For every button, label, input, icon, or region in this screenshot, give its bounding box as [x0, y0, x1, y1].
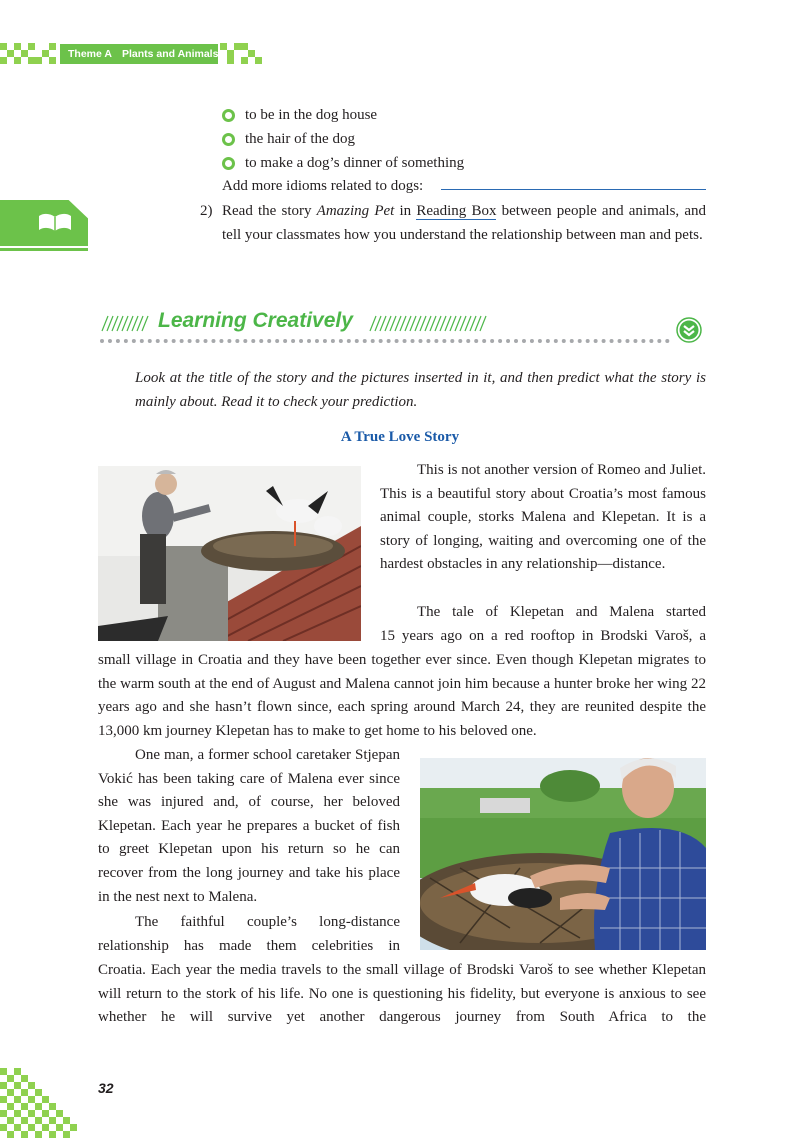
story-paragraph-2-line-1 — [380, 601, 706, 625]
paragraph-text: small village in Croatia and they have been together ever since. Even though Klepetan migrates to the warm south at the end of August and Malena cannot join him because a hunter broke her wing 22 years ago and she hasn’t flown since, each spring around March 24, they are reunited despite the 13,000 km journey Klepetan has to make to get home to his beloved one. — [98, 652, 706, 739]
item-text-part: between people and animals, and tell your classmates how you understand the relationship between man and pets. — [222, 203, 706, 243]
idiom-text: to be in the dog house — [245, 106, 378, 123]
idiom-list — [222, 103, 464, 175]
item-text-part: Read the story — [222, 203, 317, 219]
instruction-text: Look at the title of the story and the pictures inserted in it, and then predict what the story is mainly about. Read it to check your prediction. — [135, 370, 706, 410]
story-paragraph-4-rest — [98, 959, 706, 1030]
answer-blank-line[interactable] — [441, 189, 706, 190]
idiom-text: the hair of the dog — [245, 130, 355, 147]
task-item-2 — [200, 199, 706, 247]
paragraph-text: The faithful couple’s long-distance relationship has made them celebrities in — [98, 914, 400, 954]
check-chevron-icon — [676, 317, 702, 343]
item-number: 2) — [200, 203, 213, 219]
side-tab-underline — [0, 248, 88, 251]
theme-label: Theme A — [68, 48, 112, 60]
list-item — [222, 127, 464, 151]
stork-nest-photo — [420, 758, 706, 950]
bullet-icon — [222, 109, 235, 122]
list-item — [222, 103, 464, 127]
story-paragraph-2-line-2 — [380, 625, 706, 649]
section-heading — [100, 309, 710, 349]
bullet-icon — [222, 133, 235, 146]
story-title: A True Love Story — [340, 429, 460, 445]
story-paragraph-4-top — [98, 911, 400, 958]
footer-pixel-pattern — [0, 1068, 90, 1138]
bullet-icon — [222, 157, 235, 170]
item-text — [222, 199, 706, 247]
stork-rooftop-photo — [98, 466, 361, 641]
paragraph-text: 15 years ago on a red rooftop in Brodski Varoš, a — [380, 628, 706, 644]
reading-box-link[interactable]: Reading Box — [416, 203, 497, 219]
unit-label: Plants and Animals — [121, 48, 219, 60]
paragraph-text: The tale of Klepetan and Malena started — [417, 604, 706, 620]
theme-header-bar — [60, 44, 218, 64]
story-paragraph-2-rest — [98, 649, 706, 743]
page-number: 32 — [98, 1080, 114, 1096]
paragraph-text: One man, a former school caretaker Stjepan Vokić has been taking care of Malena ever since she was injured and, of course, her beloved Klepetan. Each year he prepares a bucket of fish to greet Klepetan upon his return so he can recover from the long journey and take his place in the nest next to Malena. — [98, 747, 400, 905]
dotted-divider — [100, 339, 670, 343]
item-text-part: in — [394, 203, 417, 219]
paragraph-text: Croatia. Each year the media travels to the small village of Brodski Varoš to see whether Klepetan will return to the stork of his life. No one is questioning his fidelity, but everyone is anxious to see whether he will survive yet another dangerous journey from South Africa to the — [98, 962, 706, 1026]
story-paragraph-1 — [380, 459, 706, 577]
paragraph-text: This is not another version of Romeo and Juliet. This is a beautiful story about Croatia’s most famous animal couple, storks Malena and Klepetan. It is a story of longing, waiting and overcoming one of the hardest obstacles in any relationship—distance. — [380, 462, 706, 573]
story-name-italic: Amazing Pet — [316, 203, 395, 219]
add-more-prompt: Add more idioms related to dogs: — [222, 178, 424, 194]
list-item — [222, 151, 464, 175]
story-paragraph-3 — [98, 744, 400, 909]
hatch-decoration-right — [368, 315, 490, 332]
idiom-text: to make a dog’s dinner of something — [245, 154, 465, 171]
hatch-decoration-left — [100, 315, 150, 332]
section-title: Learning Creatively — [158, 309, 353, 332]
open-book-icon — [38, 213, 72, 233]
